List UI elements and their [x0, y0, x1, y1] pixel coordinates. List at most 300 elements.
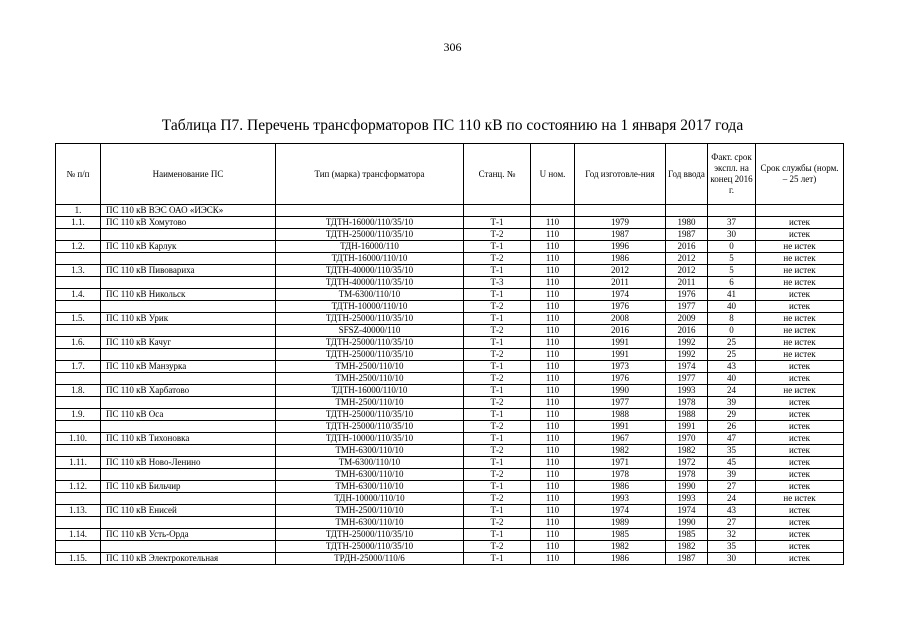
cell-num — [56, 325, 101, 337]
cell-service-term: истек — [756, 301, 844, 313]
table-row — [56, 541, 844, 553]
cell-year-in: 1993 — [666, 493, 708, 505]
cell-name: ПС 110 кВ Хомутово — [101, 217, 276, 229]
cell-fact-term: 40 — [708, 373, 756, 385]
table-row — [56, 205, 844, 217]
cell-type: ТМН-6300/110/10 — [276, 481, 464, 493]
cell-year-made: 1985 — [575, 529, 666, 541]
cell-year-in: 1987 — [666, 229, 708, 241]
table-row — [56, 313, 844, 325]
cell-num — [56, 277, 101, 289]
cell-type: ТРДН-25000/110/6 — [276, 553, 464, 565]
cell-u-nom: 110 — [531, 445, 575, 457]
cell-fact-term: 29 — [708, 409, 756, 421]
cell-fact-term: 30 — [708, 553, 756, 565]
header-station-no: Станц. № — [464, 144, 531, 205]
cell-year-in: 1974 — [666, 361, 708, 373]
cell-u-nom: 110 — [531, 289, 575, 301]
cell-fact-term: 27 — [708, 481, 756, 493]
cell-year-made: 1974 — [575, 505, 666, 517]
cell-num: 1.12. — [56, 481, 101, 493]
table-row — [56, 349, 844, 361]
cell-name: ПС 110 кВ Никольск — [101, 289, 276, 301]
cell-name — [101, 541, 276, 553]
cell-name — [101, 421, 276, 433]
cell-name: ПС 110 кВ Оса — [101, 409, 276, 421]
cell-service-term: не истек — [756, 241, 844, 253]
cell-service-term: не истек — [756, 325, 844, 337]
cell-u-nom: 110 — [531, 325, 575, 337]
cell-station-no: Т-2 — [464, 397, 531, 409]
cell-u-nom: 110 — [531, 217, 575, 229]
table-row — [56, 421, 844, 433]
cell-year-made: 1978 — [575, 469, 666, 481]
cell-year-in: 1978 — [666, 469, 708, 481]
cell-service-term: не истек — [756, 493, 844, 505]
cell-service-term: не истек — [756, 277, 844, 289]
cell-year-made: 1971 — [575, 457, 666, 469]
cell-num: 1. — [56, 205, 101, 217]
cell-num — [56, 373, 101, 385]
cell-u-nom: 110 — [531, 493, 575, 505]
cell-year-made: 1976 — [575, 301, 666, 313]
table-row — [56, 505, 844, 517]
cell-fact-term: 25 — [708, 349, 756, 361]
cell-type: ТДТН-25000/110/35/10 — [276, 541, 464, 553]
cell-num: 1.5. — [56, 313, 101, 325]
cell-fact-term — [708, 205, 756, 217]
cell-name — [101, 325, 276, 337]
page-number: 306 — [443, 40, 462, 54]
table-row — [56, 529, 844, 541]
cell-num: 1.8. — [56, 385, 101, 397]
cell-station-no: Т-2 — [464, 493, 531, 505]
cell-name: ПС 110 кВ ВЭС ОАО «ИЭСК» — [101, 205, 276, 217]
cell-type: ТДТН-40000/110/35/10 — [276, 277, 464, 289]
cell-type: ТМН-6300/110/10 — [276, 469, 464, 481]
cell-type: ТМ-6300/110/10 — [276, 289, 464, 301]
cell-year-made: 2011 — [575, 277, 666, 289]
cell-name — [101, 373, 276, 385]
cell-station-no: Т-1 — [464, 361, 531, 373]
cell-service-term: истек — [756, 409, 844, 421]
cell-name: ПС 110 кВ Пивовариха — [101, 265, 276, 277]
table-row — [56, 373, 844, 385]
cell-name — [101, 349, 276, 361]
cell-name — [101, 229, 276, 241]
table-row — [56, 433, 844, 445]
cell-name: ПС 110 кВ Бильчир — [101, 481, 276, 493]
cell-fact-term: 30 — [708, 229, 756, 241]
cell-service-term: истек — [756, 445, 844, 457]
cell-u-nom: 110 — [531, 541, 575, 553]
cell-type: ТМН-2500/110/10 — [276, 373, 464, 385]
cell-year-made: 1988 — [575, 409, 666, 421]
cell-service-term: истек — [756, 505, 844, 517]
table-row — [56, 397, 844, 409]
cell-u-nom: 110 — [531, 469, 575, 481]
cell-year-in: 1990 — [666, 481, 708, 493]
cell-year-in: 1992 — [666, 337, 708, 349]
table-row — [56, 289, 844, 301]
cell-num — [56, 301, 101, 313]
cell-year-made: 2012 — [575, 265, 666, 277]
cell-type: ТДТН-10000/110/35/10 — [276, 433, 464, 445]
cell-service-term — [756, 205, 844, 217]
cell-type: ТДТН-16000/110/35/10 — [276, 217, 464, 229]
cell-fact-term: 43 — [708, 361, 756, 373]
cell-num: 1.3. — [56, 265, 101, 277]
cell-name: ПС 110 кВ Усть-Орда — [101, 529, 276, 541]
cell-u-nom — [531, 205, 575, 217]
header-type: Тип (марка) трансформатора — [276, 144, 464, 205]
cell-year-made: 1996 — [575, 241, 666, 253]
cell-u-nom: 110 — [531, 373, 575, 385]
cell-year-made: 1987 — [575, 229, 666, 241]
cell-num: 1.10. — [56, 433, 101, 445]
header-num: № п/п — [56, 144, 101, 205]
cell-year-made: 1974 — [575, 289, 666, 301]
cell-fact-term: 27 — [708, 517, 756, 529]
cell-type: ТМН-6300/110/10 — [276, 517, 464, 529]
cell-fact-term: 45 — [708, 457, 756, 469]
cell-service-term: не истек — [756, 313, 844, 325]
cell-fact-term: 43 — [708, 505, 756, 517]
cell-station-no: Т-2 — [464, 373, 531, 385]
cell-year-in: 1985 — [666, 529, 708, 541]
cell-num: 1.13. — [56, 505, 101, 517]
cell-year-made: 1991 — [575, 349, 666, 361]
table-row — [56, 409, 844, 421]
cell-num — [56, 229, 101, 241]
cell-year-made: 2008 — [575, 313, 666, 325]
header-year-in: Год ввода — [666, 144, 708, 205]
cell-u-nom: 110 — [531, 265, 575, 277]
cell-year-in: 1974 — [666, 505, 708, 517]
table-row — [56, 445, 844, 457]
cell-station-no: Т-2 — [464, 253, 531, 265]
table-row — [56, 481, 844, 493]
table-row — [56, 301, 844, 313]
cell-name: ПС 110 кВ Енисей — [101, 505, 276, 517]
cell-year-in: 1987 — [666, 553, 708, 565]
cell-type: ТДТН-25000/110/35/10 — [276, 409, 464, 421]
cell-service-term: истек — [756, 217, 844, 229]
cell-fact-term: 0 — [708, 241, 756, 253]
cell-type: ТДТН-25000/110/35/10 — [276, 421, 464, 433]
cell-u-nom: 110 — [531, 241, 575, 253]
header-year-made: Год изготовле-ния — [575, 144, 666, 205]
cell-fact-term: 41 — [708, 289, 756, 301]
cell-station-no: Т-1 — [464, 289, 531, 301]
table-header-row — [56, 144, 844, 205]
cell-year-made: 1967 — [575, 433, 666, 445]
cell-year-in: 1993 — [666, 385, 708, 397]
cell-fact-term: 26 — [708, 421, 756, 433]
cell-year-in: 1982 — [666, 541, 708, 553]
cell-year-in: 1972 — [666, 457, 708, 469]
cell-type: ТДТН-16000/110/10 — [276, 385, 464, 397]
cell-service-term: не истек — [756, 337, 844, 349]
cell-year-in: 1976 — [666, 289, 708, 301]
cell-service-term: истек — [756, 481, 844, 493]
cell-year-in: 1992 — [666, 349, 708, 361]
cell-year-made: 1982 — [575, 445, 666, 457]
cell-fact-term: 24 — [708, 385, 756, 397]
cell-num: 1.15. — [56, 553, 101, 565]
cell-station-no: Т-1 — [464, 505, 531, 517]
cell-station-no: Т-2 — [464, 325, 531, 337]
cell-year-in — [666, 205, 708, 217]
cell-year-made: 1976 — [575, 373, 666, 385]
table-row — [56, 469, 844, 481]
cell-station-no: Т-2 — [464, 421, 531, 433]
table-row — [56, 493, 844, 505]
cell-station-no: Т-1 — [464, 529, 531, 541]
cell-station-no — [464, 205, 531, 217]
cell-num — [56, 469, 101, 481]
cell-service-term: не истек — [756, 265, 844, 277]
cell-station-no: Т-1 — [464, 433, 531, 445]
cell-num — [56, 517, 101, 529]
transformers-table — [55, 143, 844, 565]
cell-service-term: истек — [756, 541, 844, 553]
cell-u-nom: 110 — [531, 301, 575, 313]
table-row — [56, 385, 844, 397]
cell-year-in: 1982 — [666, 445, 708, 457]
cell-num: 1.6. — [56, 337, 101, 349]
cell-num — [56, 421, 101, 433]
cell-year-made: 1986 — [575, 553, 666, 565]
cell-station-no: Т-1 — [464, 265, 531, 277]
cell-service-term: истек — [756, 229, 844, 241]
cell-year-in: 2009 — [666, 313, 708, 325]
table-row — [56, 361, 844, 373]
cell-year-made: 1986 — [575, 481, 666, 493]
cell-num: 1.7. — [56, 361, 101, 373]
cell-name: ПС 110 кВ Ново-Ленино — [101, 457, 276, 469]
cell-station-no: Т-1 — [464, 385, 531, 397]
cell-type: ТМН-2500/110/10 — [276, 505, 464, 517]
cell-station-no: Т-2 — [464, 301, 531, 313]
table-row — [56, 553, 844, 565]
cell-name: ПС 110 кВ Качуг — [101, 337, 276, 349]
cell-service-term: истек — [756, 553, 844, 565]
cell-year-in: 1980 — [666, 217, 708, 229]
cell-u-nom: 110 — [531, 517, 575, 529]
cell-num — [56, 397, 101, 409]
cell-num — [56, 253, 101, 265]
cell-station-no: Т-2 — [464, 445, 531, 457]
cell-name: ПС 110 кВ Урик — [101, 313, 276, 325]
cell-type: ТМ-6300/110/10 — [276, 457, 464, 469]
cell-type: ТМН-2500/110/10 — [276, 397, 464, 409]
cell-year-made: 1982 — [575, 541, 666, 553]
cell-service-term: не истек — [756, 349, 844, 361]
cell-station-no: Т-2 — [464, 469, 531, 481]
header-name: Наименование ПС — [101, 144, 276, 205]
cell-name — [101, 253, 276, 265]
cell-station-no: Т-1 — [464, 409, 531, 421]
cell-num — [56, 349, 101, 361]
cell-station-no: Т-1 — [464, 481, 531, 493]
cell-num: 1.9. — [56, 409, 101, 421]
cell-u-nom: 110 — [531, 229, 575, 241]
cell-type: SFSZ-40000/110 — [276, 325, 464, 337]
cell-year-in: 1988 — [666, 409, 708, 421]
cell-service-term: истек — [756, 421, 844, 433]
cell-fact-term: 39 — [708, 469, 756, 481]
cell-u-nom: 110 — [531, 349, 575, 361]
table-row — [56, 241, 844, 253]
header-u-nom: U ном. — [531, 144, 575, 205]
cell-year-in: 2012 — [666, 253, 708, 265]
table-row — [56, 217, 844, 229]
cell-name: ПС 110 кВ Манзурка — [101, 361, 276, 373]
cell-fact-term: 8 — [708, 313, 756, 325]
cell-num: 1.4. — [56, 289, 101, 301]
cell-name — [101, 397, 276, 409]
cell-type: ТДН-10000/110/10 — [276, 493, 464, 505]
cell-year-made: 2016 — [575, 325, 666, 337]
cell-u-nom: 110 — [531, 457, 575, 469]
cell-u-nom: 110 — [531, 253, 575, 265]
cell-year-in: 1977 — [666, 301, 708, 313]
cell-u-nom: 110 — [531, 481, 575, 493]
cell-u-nom: 110 — [531, 277, 575, 289]
cell-year-made: 1991 — [575, 337, 666, 349]
cell-num: 1.11. — [56, 457, 101, 469]
cell-name — [101, 469, 276, 481]
cell-service-term: истек — [756, 457, 844, 469]
cell-u-nom: 110 — [531, 397, 575, 409]
cell-num: 1.1. — [56, 217, 101, 229]
cell-type — [276, 205, 464, 217]
cell-fact-term: 5 — [708, 265, 756, 277]
cell-year-in: 2016 — [666, 325, 708, 337]
cell-station-no: Т-2 — [464, 349, 531, 361]
cell-year-in: 2011 — [666, 277, 708, 289]
cell-year-in: 1977 — [666, 373, 708, 385]
cell-num: 1.2. — [56, 241, 101, 253]
cell-type: ТДТН-25000/110/35/10 — [276, 349, 464, 361]
table-row — [56, 229, 844, 241]
table-title: Таблица П7. Перечень трансформаторов ПС 110 кВ по состоянию на 1 января 2017 года — [161, 117, 744, 134]
table-row — [56, 337, 844, 349]
cell-year-in: 1991 — [666, 421, 708, 433]
cell-u-nom: 110 — [531, 433, 575, 445]
cell-name — [101, 445, 276, 457]
cell-u-nom: 110 — [531, 529, 575, 541]
cell-fact-term: 0 — [708, 325, 756, 337]
header-fact-term: Факт. срок экспл. на конец 2016 г. — [708, 144, 756, 205]
cell-service-term: истек — [756, 517, 844, 529]
cell-name — [101, 301, 276, 313]
cell-name: ПС 110 кВ Карлук — [101, 241, 276, 253]
cell-num — [56, 493, 101, 505]
cell-station-no: Т-1 — [464, 241, 531, 253]
cell-station-no: Т-1 — [464, 457, 531, 469]
cell-type: ТДТН-25000/110/35/10 — [276, 313, 464, 325]
cell-station-no: Т-1 — [464, 337, 531, 349]
table-row — [56, 265, 844, 277]
cell-u-nom: 110 — [531, 361, 575, 373]
cell-service-term: истек — [756, 433, 844, 445]
cell-year-made: 1991 — [575, 421, 666, 433]
cell-u-nom: 110 — [531, 409, 575, 421]
cell-type: ТДТН-10000/110/10 — [276, 301, 464, 313]
cell-service-term: истек — [756, 361, 844, 373]
cell-year-in: 1978 — [666, 397, 708, 409]
cell-year-in: 1990 — [666, 517, 708, 529]
cell-year-in: 2012 — [666, 265, 708, 277]
table-row — [56, 325, 844, 337]
cell-type: ТДТН-25000/110/35/10 — [276, 229, 464, 241]
cell-fact-term: 24 — [708, 493, 756, 505]
cell-service-term: истек — [756, 289, 844, 301]
cell-u-nom: 110 — [531, 313, 575, 325]
cell-num: 1.14. — [56, 529, 101, 541]
cell-year-made: 1979 — [575, 217, 666, 229]
cell-type: ТМН-2500/110/10 — [276, 361, 464, 373]
cell-u-nom: 110 — [531, 385, 575, 397]
cell-fact-term: 39 — [708, 397, 756, 409]
table-row — [56, 277, 844, 289]
cell-station-no: Т-2 — [464, 517, 531, 529]
cell-year-made: 1989 — [575, 517, 666, 529]
table-row — [56, 517, 844, 529]
cell-u-nom: 110 — [531, 337, 575, 349]
cell-year-in: 2016 — [666, 241, 708, 253]
cell-service-term: истек — [756, 397, 844, 409]
cell-fact-term: 32 — [708, 529, 756, 541]
cell-type: ТМН-6300/110/10 — [276, 445, 464, 457]
cell-name — [101, 493, 276, 505]
cell-station-no: Т-2 — [464, 541, 531, 553]
cell-num — [56, 541, 101, 553]
cell-fact-term: 6 — [708, 277, 756, 289]
cell-name — [101, 277, 276, 289]
cell-station-no: Т-3 — [464, 277, 531, 289]
cell-service-term: истек — [756, 469, 844, 481]
cell-station-no: Т-1 — [464, 217, 531, 229]
cell-year-made: 1973 — [575, 361, 666, 373]
cell-u-nom: 110 — [531, 553, 575, 565]
cell-year-made: 1986 — [575, 253, 666, 265]
table-row — [56, 253, 844, 265]
cell-fact-term: 35 — [708, 541, 756, 553]
cell-station-no: Т-1 — [464, 553, 531, 565]
cell-service-term: не истек — [756, 385, 844, 397]
cell-service-term: не истек — [756, 253, 844, 265]
header-service-term: Срок службы (норм. – 25 лет) — [756, 144, 844, 205]
cell-service-term: истек — [756, 373, 844, 385]
cell-service-term: истек — [756, 529, 844, 541]
cell-type: ТДН-16000/110 — [276, 241, 464, 253]
cell-fact-term: 35 — [708, 445, 756, 457]
cell-u-nom: 110 — [531, 421, 575, 433]
cell-station-no: Т-1 — [464, 313, 531, 325]
cell-type: ТДТН-16000/110/10 — [276, 253, 464, 265]
table-row — [56, 457, 844, 469]
cell-year-made: 1993 — [575, 493, 666, 505]
cell-year-made: 1977 — [575, 397, 666, 409]
cell-year-made: 1990 — [575, 385, 666, 397]
cell-name — [101, 517, 276, 529]
cell-type: ТДТН-25000/110/35/10 — [276, 337, 464, 349]
cell-u-nom: 110 — [531, 505, 575, 517]
cell-fact-term: 40 — [708, 301, 756, 313]
